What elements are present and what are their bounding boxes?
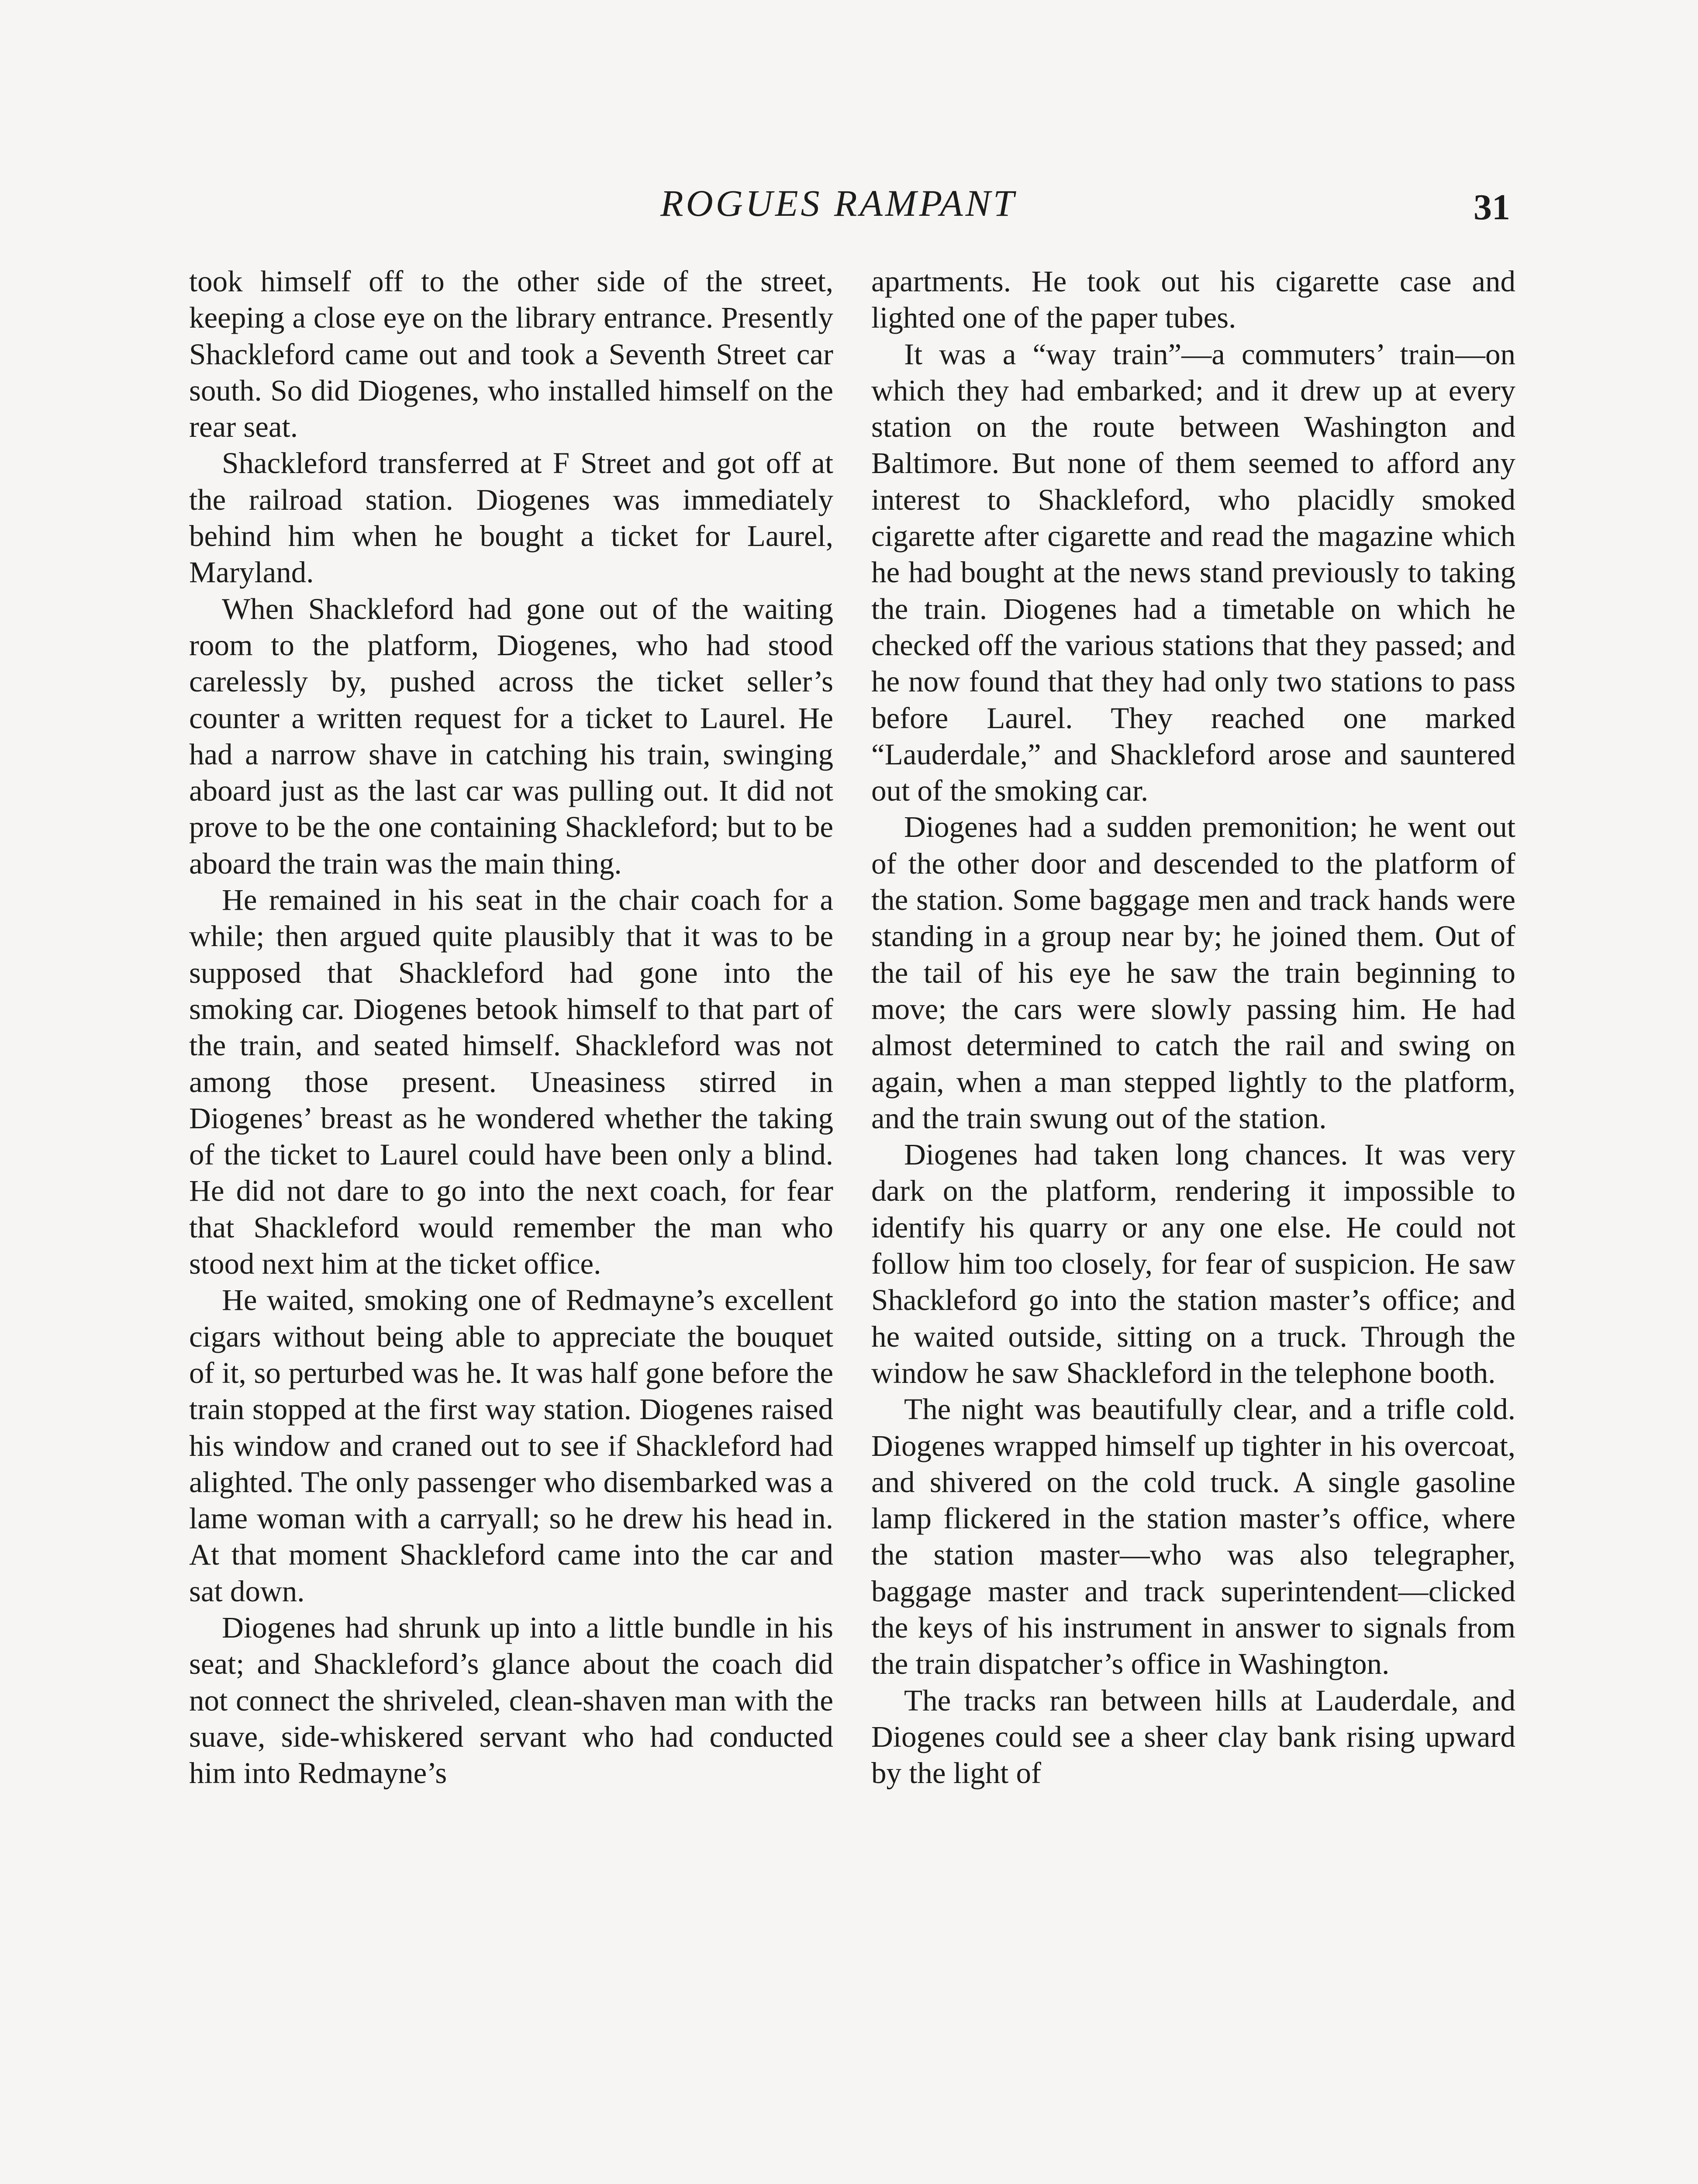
- left-column: [189, 263, 833, 1791]
- paragraph: He remained in his seat in the chair coach for a while; then argued quite plausibly that it was to be supposed that Shackleford had gone into the smoking car. Diogenes betook himself to that part of the train, and seated himself. Shackleford was not among those present. Uneasiness stirred in Diogenes’ breast as he wondered whether the taking of the ticket to Laurel could have been only a blind. He did not dare to go into the next coach, for fear that Shackleford would remember the man who stood next him at the ticket office.: [189, 883, 833, 1281]
- page-number: 31: [1474, 187, 1510, 228]
- running-title: ROGUES RAMPANT: [660, 182, 1017, 224]
- paragraph: It was a “way train”—a commuters’ train—on which they had embarked; and it drew up at every station on the route between Washington and Baltimore. But none of them seemed to afford any interest to Shackleford, who placidly smoked cigarette after cigarette and read the magazine which he had bought at the news stand previously to taking the train. Diogenes had a timetable on which he checked off the various stations that they passed; and he now found that they had only two stations to pass before Laurel. They reached one marked “Lauderdale,” and Shackleford arose and sauntered out of the smoking car.: [871, 337, 1515, 808]
- paragraph: He waited, smoking one of Redmayne’s excellent cigars without being able to appreciate the bouquet of it, so perturbed was he. It was half gone before the train stopped at the first way station. Diogenes raised his window and craned out to see if Shackleford had alighted. The only passenger who disembarked was a lame woman with a carryall; so he drew his head in. At that moment Shackleford came into the car and sat down.: [189, 1283, 833, 1608]
- paragraph: When Shackleford had gone out of the waiting room to the platform, Diogenes, who had stood carelessly by, pushed across the ticket seller’s counter a written request for a ticket to Laurel. He had a narrow shave in catching his train, swinging aboard just as the last car was pulling out. It did not prove to be the one containing Shackleford; but to be aboard the train was the main thing.: [189, 592, 833, 880]
- paragraph: The night was beautifully clear, and a trifle cold. Diogenes wrapped himself up tighter in his overcoat, and shivered on the cold truck. A single gasoline lamp flickered in the station master’s office, where the station master—who was also telegrapher, baggage master and track superintendent—clicked the keys of his instrument in answer to signals from the train dispatcher’s office in Washington.: [871, 1393, 1515, 1681]
- paragraph: Diogenes had shrunk up into a little bundle in his seat; and Shackleford’s glance about the coach did not connect the shriveled, clean-shaven man with the suave, side-whiskered servant who had conducted him into Redmayne’s: [189, 1610, 833, 1790]
- paragraph: took himself off to the other side of the street, keeping a close eye on the library entrance. Presently Shackleford came out and took a Seventh Street car south. So did Diogenes, who installed himself on the rear seat.: [189, 265, 833, 444]
- paragraph: Diogenes had a sudden premonition; he went out of the other door and descended to the platform of the station. Some baggage men and track hands were standing in a group near by; he joined them. Out of the tail of his eye he saw the train beginning to move; the cars were slowly passing him. He had almost determined to catch the rail and swing on again, when a man stepped lightly to the platform, and the train swung out of the station.: [871, 810, 1515, 1135]
- paragraph: Shackleford transferred at F Street and got off at the railroad station. Diogenes was immediately behind him when he bought a ticket for Laurel, Maryland.: [189, 446, 833, 589]
- paragraph: The tracks ran between hills at Lauderdale, and Diogenes could see a sheer clay bank rising upward by the light of: [871, 1683, 1515, 1790]
- paragraph: Diogenes had taken long chances. It was very dark on the platform, rendering it impossible to identify his quarry or any one else. He could not follow him too closely, for fear of suspicion. He saw Shackleford go into the station master’s office; and he waited outside, sitting on a truck. Through the window he saw Shackleford in the telephone booth.: [871, 1138, 1515, 1389]
- right-column: [871, 263, 1515, 1791]
- paragraph: apartments. He took out his cigarette case and lighted one of the paper tubes.: [871, 265, 1515, 335]
